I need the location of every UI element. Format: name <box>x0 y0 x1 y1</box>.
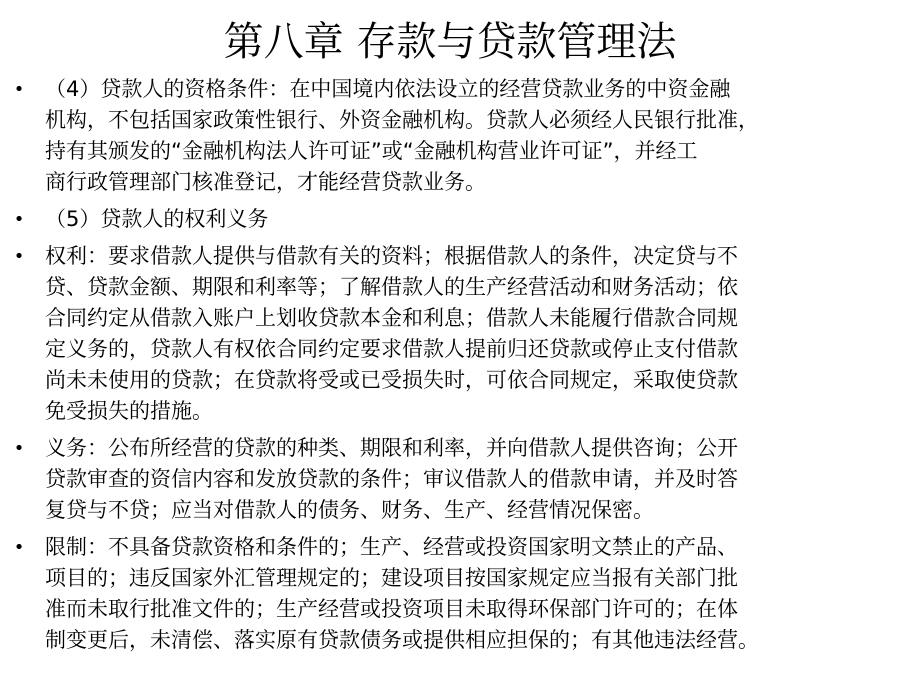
bullet-dot-icon: • <box>13 246 25 267</box>
bullet-text-line: 机构，不包括国家政策性银行、外资金融机构。贷款人必须经人民银行批准， <box>45 108 759 132</box>
bullet-rights-obligations-heading <box>0 204 900 235</box>
bullet-dot-icon: • <box>13 537 25 558</box>
bullet-text-line: 持有其颁发的“金融机构法人许可证”或“金融机构营业许可证”，并经工 <box>45 139 698 163</box>
bullet-text-line: 准而未取行批准文件的；生产经营或投资项目未取得环保部门许可的；在体 <box>45 597 738 621</box>
bullet-text-line: 尚未未使用的贷款；在贷款将受或已受损失时，可依合同规定，采取使贷款 <box>45 368 738 392</box>
bullet-text-line: 复贷与不贷；应当对借款人的债务、财务、生产、经营情况保密。 <box>45 498 654 522</box>
bullet-text-line: 义务：公布所经营的贷款的种类、期限和利率，并向借款人提供咨询；公开 <box>45 436 738 460</box>
bullet-dot-icon: • <box>13 438 25 459</box>
bullet-text-line: 定义务的，贷款人有权依合同约定要求借款人提前归还贷款或停止支付借款 <box>45 337 738 361</box>
bullet-dot-icon: • <box>13 209 25 230</box>
bullet-qualification <box>0 74 900 198</box>
bullet-text-line: 合同约定从借款入账户上划收贷款本金和利息；借款人未能履行借款合同规 <box>45 306 738 330</box>
slide-title: 第八章 存款与贷款管理法 <box>223 19 677 65</box>
bullet-dot-icon: • <box>13 79 25 100</box>
bullet-rights <box>0 241 900 427</box>
bullet-text-line: 项目的；违反国家外汇管理规定的；建设项目按国家规定应当报有关部门批 <box>45 566 738 590</box>
bullet-list <box>0 74 900 662</box>
bullet-text-line: （4）贷款人的资格条件：在中国境内依法设立的经营贷款业务的中资金融 <box>45 77 731 101</box>
bullet-text-line: 制变更后，未清偿、落实原有贷款债务或提供相应担保的；有其他违法经营。 <box>45 628 759 652</box>
bullet-text-line: 限制：不具备贷款资格和条件的；生产、经营或投资国家明文禁止的产品、 <box>45 535 738 559</box>
bullet-text-line: 免受损失的措施。 <box>45 399 213 423</box>
bullet-text-line: 贷、贷款金额、期限和利率等；了解借款人的生产经营活动和财务活动；依 <box>45 275 738 299</box>
bullet-restrictions <box>0 532 900 656</box>
bullet-obligations <box>0 433 900 526</box>
bullet-text-line: 商行政管理部门核准登记，才能经营贷款业务。 <box>45 170 486 194</box>
bullet-text-line: 贷款审查的资信内容和发放贷款的条件；审议借款人的借款申请，并及时答 <box>45 467 738 491</box>
bullet-text-line: （5）贷款人的权利义务 <box>45 207 269 231</box>
bullet-text-line: 权利：要求借款人提供与借款有关的资料；根据借款人的条件，决定贷与不 <box>45 244 738 268</box>
